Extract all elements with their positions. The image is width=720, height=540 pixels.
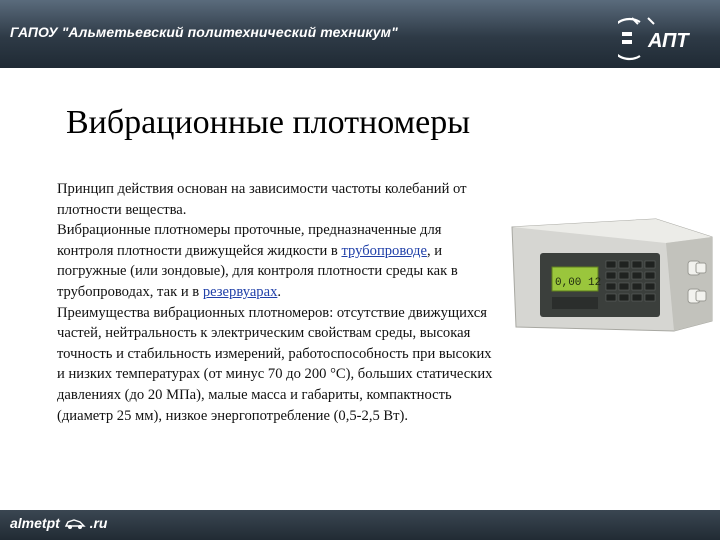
- car-icon: [64, 518, 86, 530]
- types-text-b: , и погружные (или зондовые), для контроля плотности среды как в трубопроводах, так и в: [57, 242, 458, 300]
- paragraph-types: [57, 220, 497, 302]
- header-bar: [0, 0, 720, 68]
- header-title: ГАПОУ "Альметьевский политехнический техникум": [10, 24, 398, 40]
- types-text-c: .: [277, 283, 282, 300]
- apt-logo-icon: [618, 14, 714, 64]
- footer-site-name: almetpt: [10, 515, 60, 531]
- paragraph-advantages: Преимущества вибрационных плотномеров: отсутствие движущихся частей, нейтральность к электрическим свойствам среды, высокая точность и стабильность измерений, работоспособность при высоких и низких температурах (от минус 70 до 200 °С), больших статических давлениях (до 20 МПа), малые масса и габариты, компактность (диаметр 25 мм), низкое энергопотребление (0,5-2,5 Вт).: [57, 304, 493, 424]
- logo-text: АПТ: [648, 30, 689, 52]
- slide-body: [57, 179, 497, 426]
- footer-site-domain: .ru: [89, 515, 108, 531]
- paragraph-principle: Принцип действия основан на зависимости частоты колебаний от плотности вещества.: [57, 181, 467, 218]
- footer-bar: [0, 510, 720, 540]
- link-pipeline[interactable]: трубопроводе: [341, 242, 427, 259]
- types-text-a: Вибрационные плотномеры проточные, предназначенные для контроля плотности движущейся жидкости в: [57, 222, 442, 259]
- link-reservoirs[interactable]: резервуарах: [202, 283, 278, 300]
- density-meter-image: [506, 217, 716, 333]
- slide-title: Вибрационные плотномеры: [66, 104, 471, 141]
- footer-site[interactable]: [10, 515, 107, 531]
- device-display: 0,00 12: [555, 277, 602, 289]
